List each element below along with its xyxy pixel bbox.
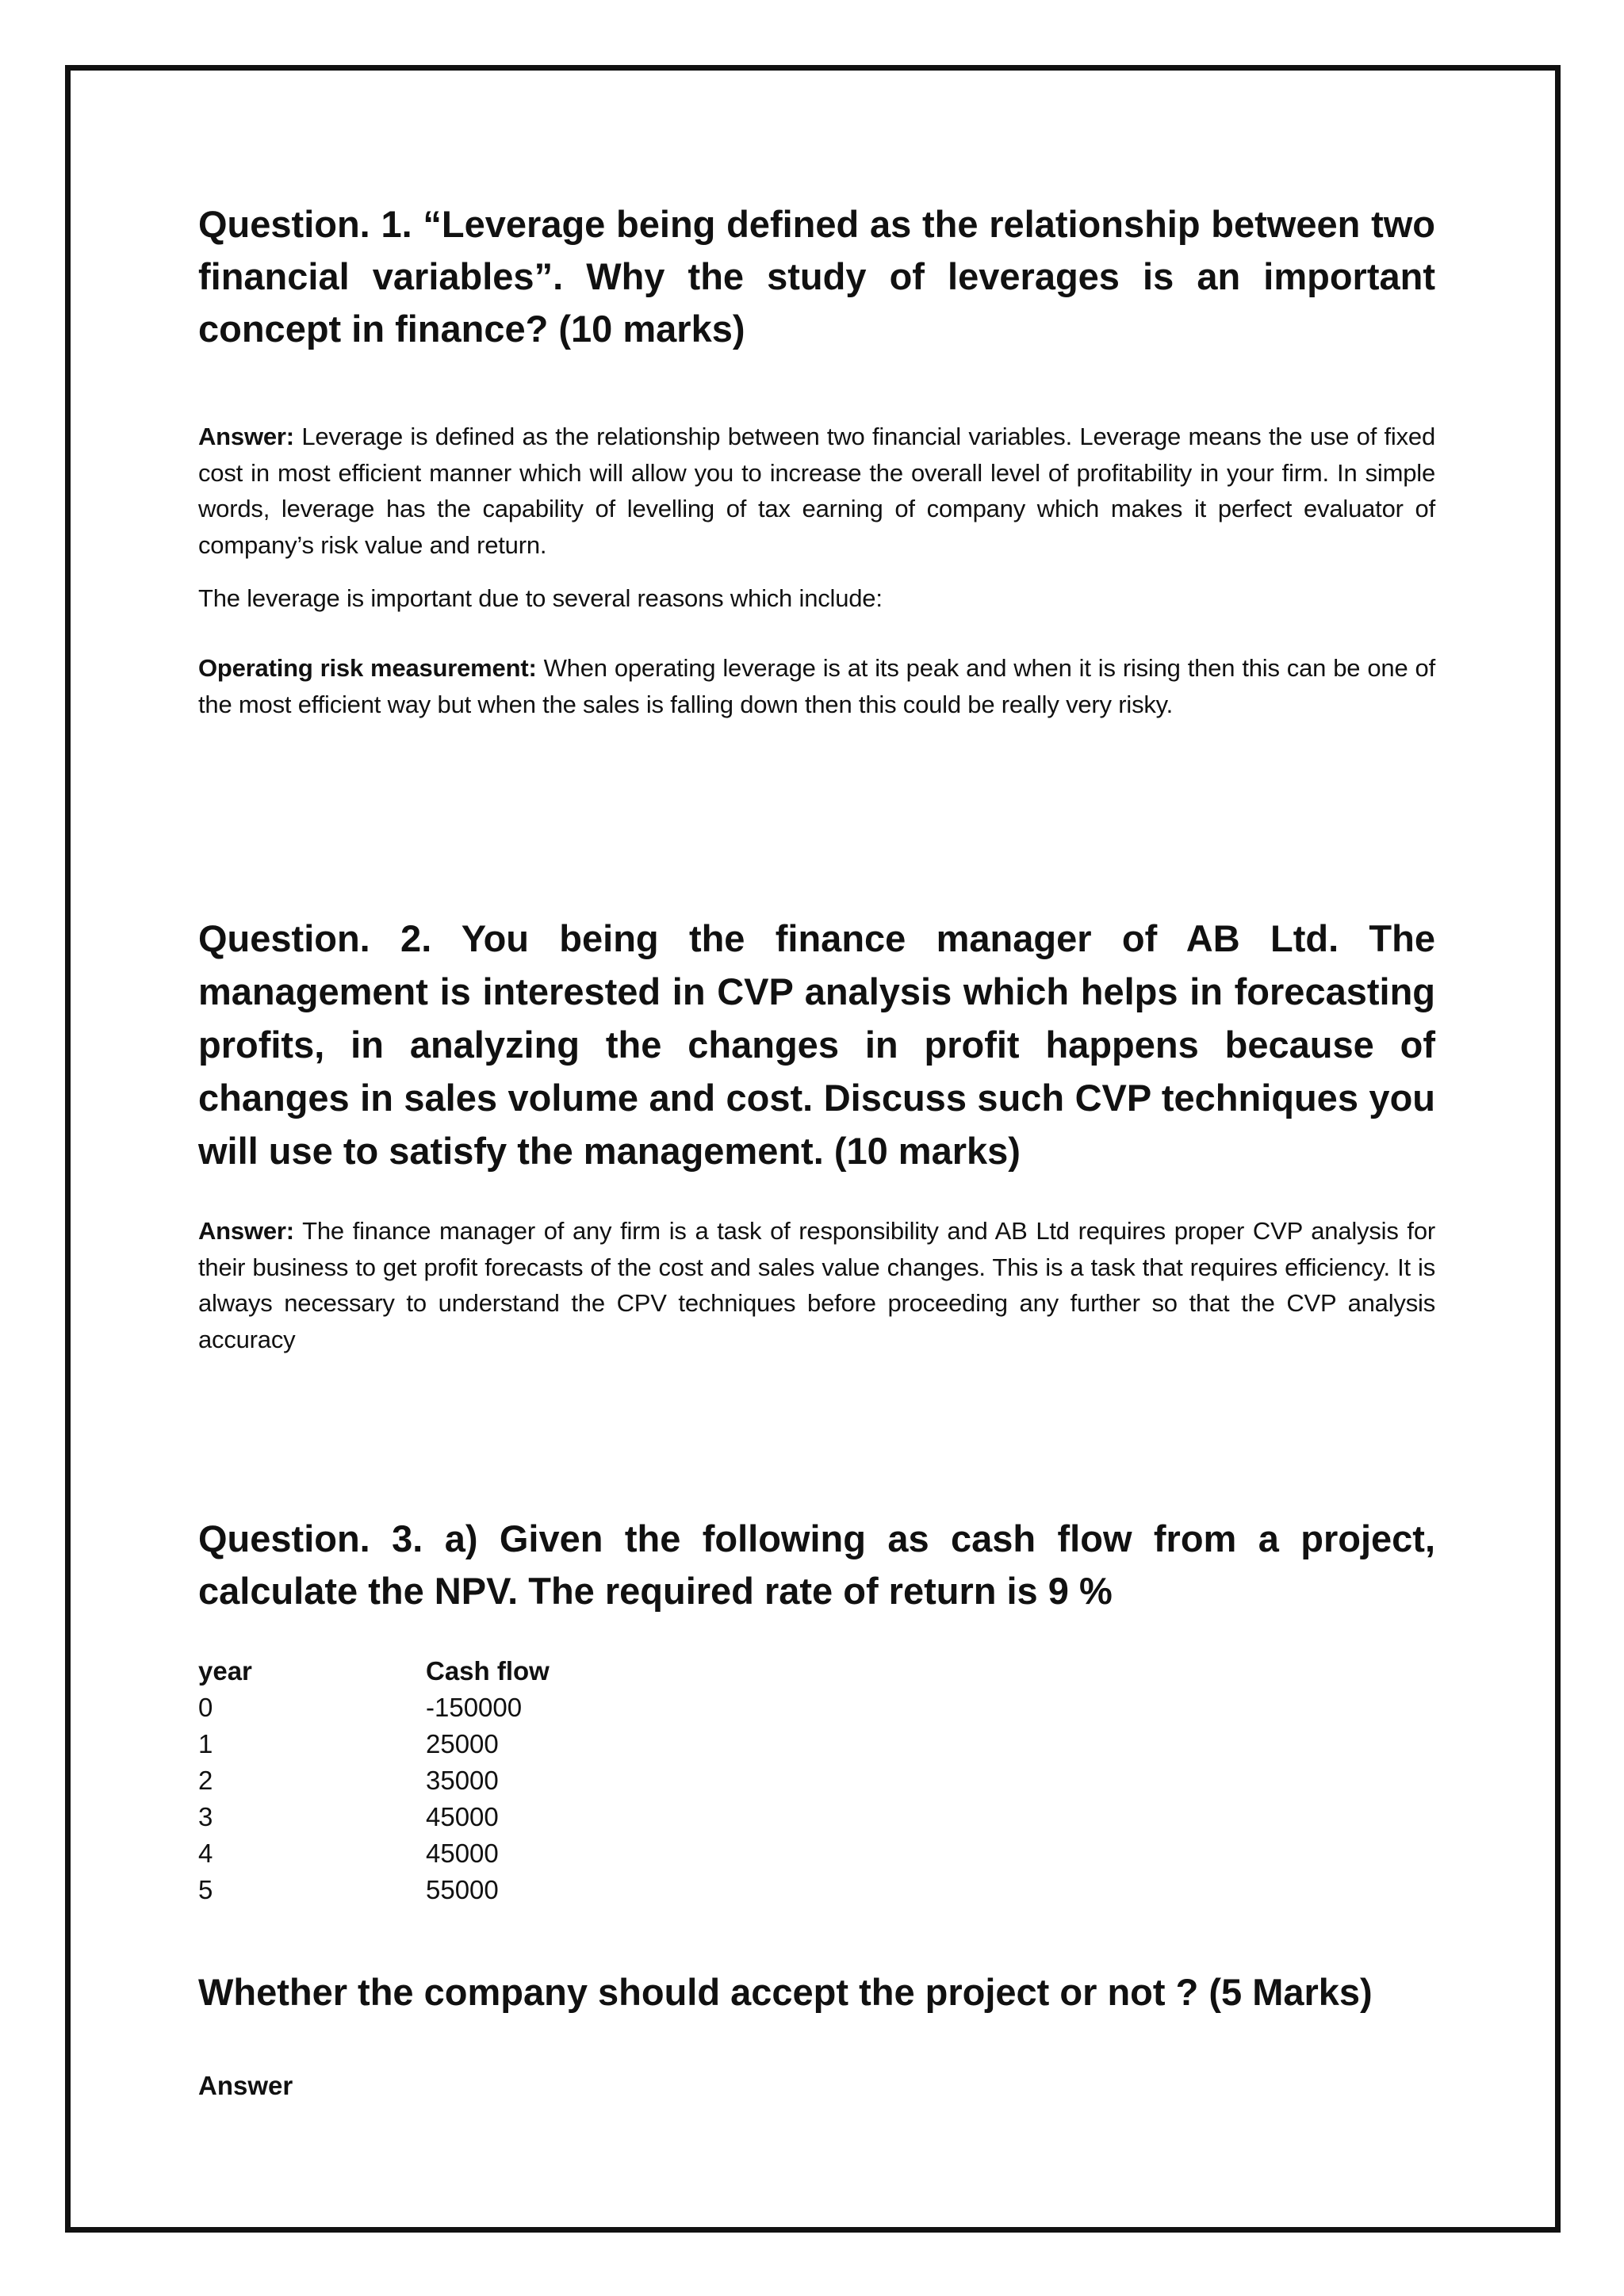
cash-flow-cell: 25000 — [426, 1729, 499, 1758]
year-cell: 5 — [198, 1875, 213, 1904]
operating-risk-paragraph — [198, 650, 1435, 722]
question-3-heading: Question. 3. a) Given the following as cash flow from a project, calculate the NPV. The required rate of return is 9 % — [198, 1517, 1435, 1612]
table-row — [198, 1762, 550, 1799]
question-1-point — [198, 650, 1435, 722]
question-1-answer-paragraph — [198, 419, 1435, 563]
question-1-answer-text: Leverage is defined as the relationship between two financial variables. Leverage means the use of fixed cost in most efficient manner which will allow you to increase the overall level of profitability in your firm. In simple words, leverage has the capability of levelling of tax earning of company which makes it perfect evaluator of company’s risk value and return. — [198, 423, 1435, 559]
year-cell: 0 — [198, 1693, 213, 1722]
year-cell: 4 — [198, 1839, 213, 1868]
table-row — [198, 1799, 550, 1835]
question-1-section — [198, 198, 1435, 355]
cash-flow-cell: 35000 — [426, 1766, 499, 1795]
table-row — [198, 1835, 550, 1872]
year-cell: 2 — [198, 1766, 213, 1795]
cash-flow-table — [198, 1653, 550, 1908]
answer-label: Answer: — [198, 1217, 294, 1245]
answer-label: Answer: — [198, 423, 294, 450]
question-2-answer — [198, 1213, 1435, 1357]
question-3-answer-label: Answer — [198, 2071, 293, 2100]
column-header-year: year — [198, 1656, 252, 1686]
operating-risk-text: When operating leverage is at its peak and when it is rising then this can be one of the most efficient way but when the sales is falling down then this could be really very risky. — [198, 654, 1435, 718]
operating-risk-label: Operating risk measurement: — [198, 654, 537, 682]
table-row — [198, 1689, 550, 1726]
table-row — [198, 1872, 550, 1908]
year-cell: 3 — [198, 1802, 213, 1831]
question-3-section — [198, 1513, 1435, 1617]
reasons-intro-text: The leverage is important due to several reasons which include: — [198, 584, 883, 612]
question-3-followup — [198, 1966, 1435, 2019]
table-header-row — [198, 1653, 550, 1689]
question-2-section — [198, 912, 1435, 1177]
cash-flow-cell: 45000 — [426, 1802, 499, 1831]
year-cell: 1 — [198, 1729, 213, 1758]
question-3-answer — [198, 2071, 1435, 2101]
question-3-followup-heading: Whether the company should accept the project or not ? (5 Marks) — [198, 1971, 1373, 2013]
cash-flow-cell: -150000 — [426, 1693, 523, 1722]
question-2-heading: Question. 2. You being the finance manager of AB Ltd. The management is interested in CVP analysis which helps in forecasting profits, in analyzing the changes in profit happens because of changes in sales volume and cost. Discuss such CVP techniques you will use to satisfy the management. (10 marks) — [198, 917, 1435, 1172]
question-2-answer-paragraph — [198, 1213, 1435, 1357]
question-1-heading: Question. 1. “Leverage being defined as the relationship between two financial variables”. Why the study of leverages is an important concept in finance? (10 marks) — [198, 203, 1435, 350]
table-row — [198, 1726, 550, 1762]
column-header-cash-flow: Cash flow — [426, 1656, 550, 1686]
cash-flow-cell: 55000 — [426, 1875, 499, 1904]
question-1-reasons-intro — [198, 580, 1435, 617]
cash-flow-cell: 45000 — [426, 1839, 499, 1868]
question-1-answer — [198, 419, 1435, 563]
cash-flow-table-wrapper — [198, 1653, 1435, 1908]
question-2-answer-text: The finance manager of any firm is a task of responsibility and AB Ltd requires proper CVP analysis for their business to get profit forecasts of the cost and sales value changes. This is a task that requires efficiency. It is always necessary to understand the CPV techniques before proceeding any further so that the CVP analysis accuracy — [198, 1217, 1435, 1353]
